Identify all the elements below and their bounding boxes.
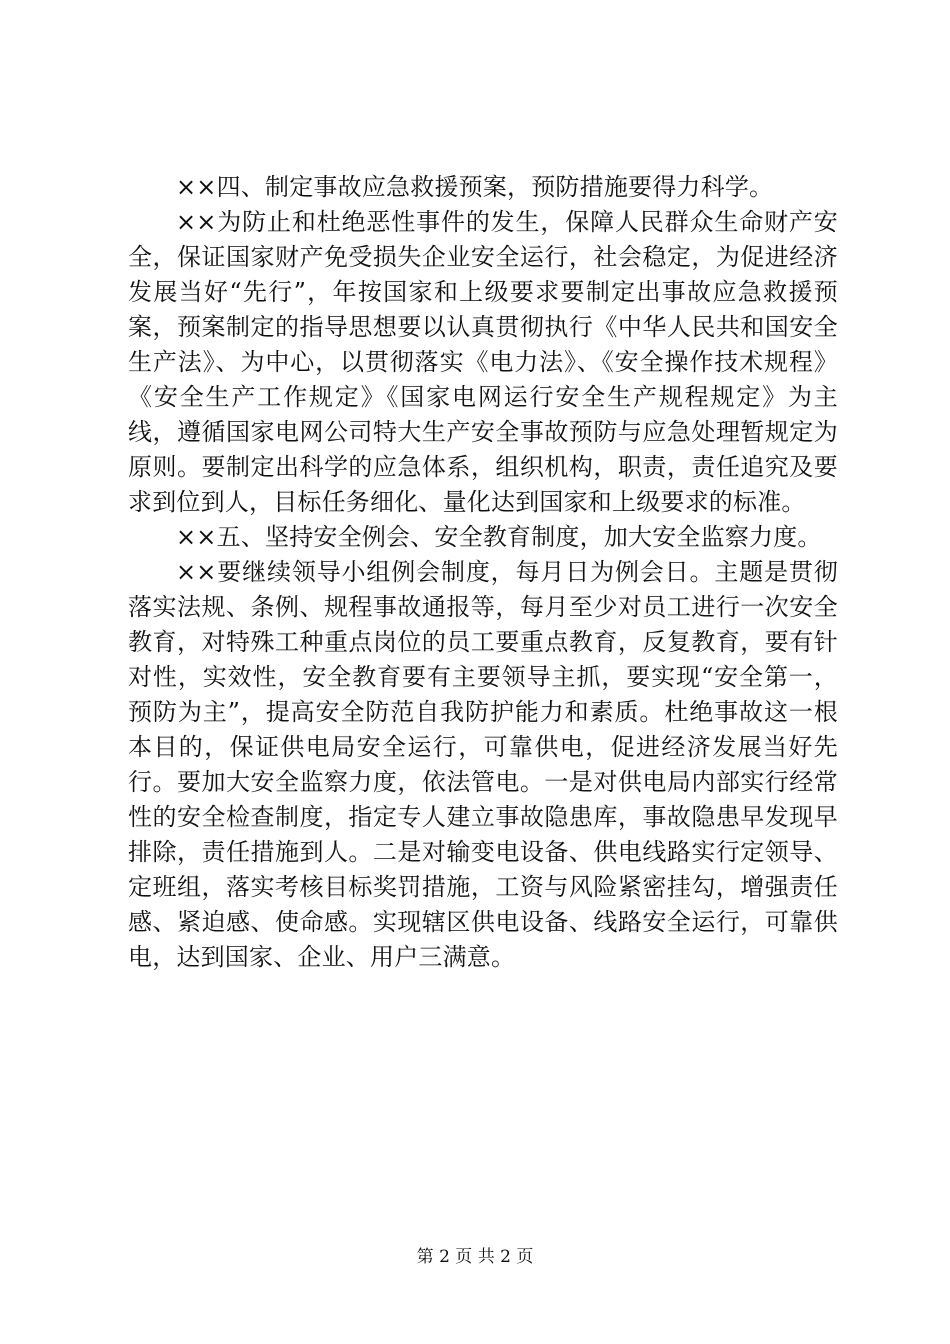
document-body [128,170,838,975]
paragraph-section-four-heading: ××四、制定事故应急救援预案，预防措施要得力科学。 [176,173,774,201]
paragraph-section-five-heading: ××五、坚持安全例会、安全教育制度，加大安全监察力度。 [176,523,822,551]
paragraph-emergency-plan: ××为防止和杜绝恶性事件的发生，保障人民群众生命财产安全，保证国家财产免受损失企业安全运行，社会稳定，为促进经济发展当好“先行”，年按国家和上级要求要制定出事故应急救援预案，预案制定的指导思想要以认真贯彻执行《中华人民共和国安全生产法》、为中心，以贯彻落实《电力法》、《安全操作技术规程》《安全生产工作规定》《国家电网运行安全生产规程规定》为主线，遵循国家电网公司特大生产安全事故预防与应急处理暂规定为原则。要制定出科学的应急体系，组织机构，职责，责任追究及要求到位到人，目标任务细化、量化达到国家和上级要求的标准。 [128,208,838,516]
paragraph-safety-meetings: ××要继续领导小组例会制度，每月日为例会日。主题是贯彻落实法规、条例、规程事故通报等，每月至少对员工进行一次安全教育，对特殊工种重点岗位的员工要重点教育，反复教育，要有针对性，实效性，安全教育要有主要领导主抓，要实现“安全第一，预防为主”，提高安全防范自我防护能力和素质。杜绝事故这一根本目的，保证供电局安全运行，可靠供电，促进经济发展当好先行。要加大安全监察力度，依法管电。一是对供电局内部实行经常性的安全检查制度，指定专人建立事故隐患库，事故隐患早发现早排除，责任措施到人。二是对输变电设备、供电线路实行定领导、定班组，落实考核目标奖罚措施，工资与风险紧密挂勾，增强责任感、紧迫感、使命感。实现辖区供电设备、线路安全运行，可靠供电，达到国家、企业、用户三满意。 [128,558,838,971]
page-number-footer: 第 2 页 共 2 页 [416,1247,534,1267]
